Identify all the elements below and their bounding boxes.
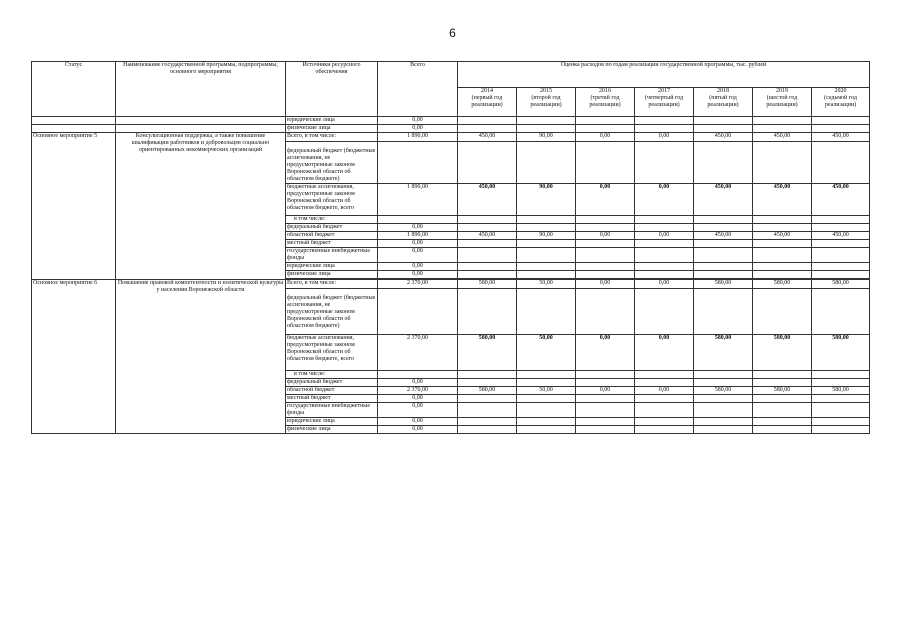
year-header: 2019 (шестой год реализации) — [753, 88, 812, 117]
table-row: в том числе: — [32, 216, 870, 224]
table-row: местный бюджет 0,00 — [32, 240, 870, 248]
page-number: 6 — [449, 26, 456, 40]
table-row: местный бюджет 0,00 — [32, 395, 870, 403]
activity-name: Повышение правовой компетентности и политической культуры у населения Воронежской области — [116, 280, 286, 434]
table-row: федеральный бюджет (бюджетные ассигнования, не предусмотренные законом Воронежской области об областном бюджете) — [32, 289, 870, 335]
year-header: 2015 (второй год реализации) — [517, 88, 576, 117]
header-name: Наименование государственной программы, подпрограммы, основного мероприятия — [116, 62, 286, 117]
table-row: Основное мероприятие 5 Консультационная поддержка, а также повышение квалификации работников и добровольцев социально ориентированных некоммерческих организаций Всего, в том числе: 1 890,00 450,00 90,00 0,00 0,00 450,00 450,00 450,00 — [32, 133, 870, 142]
year-header: 2020 (седьмой год реализации) — [812, 88, 870, 117]
table-row: областной бюджет 2 370,00 580,00 50,00 0,00 0,00 580,00 580,00 580,00 — [32, 387, 870, 395]
year-header: 2016 (третий год реализации) — [576, 88, 635, 117]
header-total: Всего — [378, 62, 458, 117]
header-source: Источники ресурсного обеспечения — [286, 62, 378, 117]
table-row: государственные внебюджетные фонды 0,00 — [32, 403, 870, 418]
year-header: 2014 (первый год реализации) — [458, 88, 517, 117]
activity-status: Основное мероприятие 5 — [32, 133, 116, 280]
table-row: государственные внебюджетные фонды 0,00 — [32, 248, 870, 263]
table-row: физические лица 0,00 — [32, 271, 870, 279]
table-row: федеральный бюджет (бюджетные ассигнования, не предусмотренные законом Воронежской области об областном бюджете) — [32, 142, 870, 184]
header-status: Статус — [32, 62, 116, 117]
budget-table — [31, 61, 870, 434]
table-row: в том числе: — [32, 371, 870, 379]
header-estimate: Оценка расходов по годам реализации государственной программы, тыс. рублей — [458, 62, 870, 88]
table-row: федеральный бюджет 0,00 — [32, 379, 870, 387]
table-row: физические лица 0,00 — [32, 125, 870, 133]
activity-name: Консультационная поддержка, а также повышение квалификации работников и добровольцев социально ориентированных некоммерческих организаций — [116, 133, 286, 280]
table-row: бюджетные ассигнования, предусмотренные законом Воронежской области об областном бюджете, всего 1 890,00 450,00 90,00 0,00 0,00 450,00 450,00 450,00 — [32, 184, 870, 216]
year-header: 2018 (пятый год реализации) — [694, 88, 753, 117]
table-row: областной бюджет 1 890,00 450,00 90,00 0,00 0,00 450,00 450,00 450,00 — [32, 232, 870, 240]
table-row: юридические лица 0,00 — [32, 263, 870, 271]
table-row: федеральный бюджет 0,00 — [32, 224, 870, 232]
activity-status: Основное мероприятие 6 — [32, 280, 116, 434]
year-header: 2017 (четвертый год реализации) — [635, 88, 694, 117]
table-row: физические лица 0,00 — [32, 426, 870, 434]
table-row: Основное мероприятие 6 Повышение правовой компетентности и политической культуры у населения Воронежской области Всего, в том числе: 2 370,00 580,00 50,00 0,00 0,00 580,00 580,00 580,00 — [32, 280, 870, 289]
table-row: юридические лица 0,00 — [32, 117, 870, 125]
table-row: бюджетные ассигнования, предусмотренные законом Воронежской области об областном бюджете, всего 2 370,00 580,00 50,00 0,00 0,00 580,00 580,00 580,00 — [32, 335, 870, 371]
table-row: юридические лица 0,00 — [32, 418, 870, 426]
